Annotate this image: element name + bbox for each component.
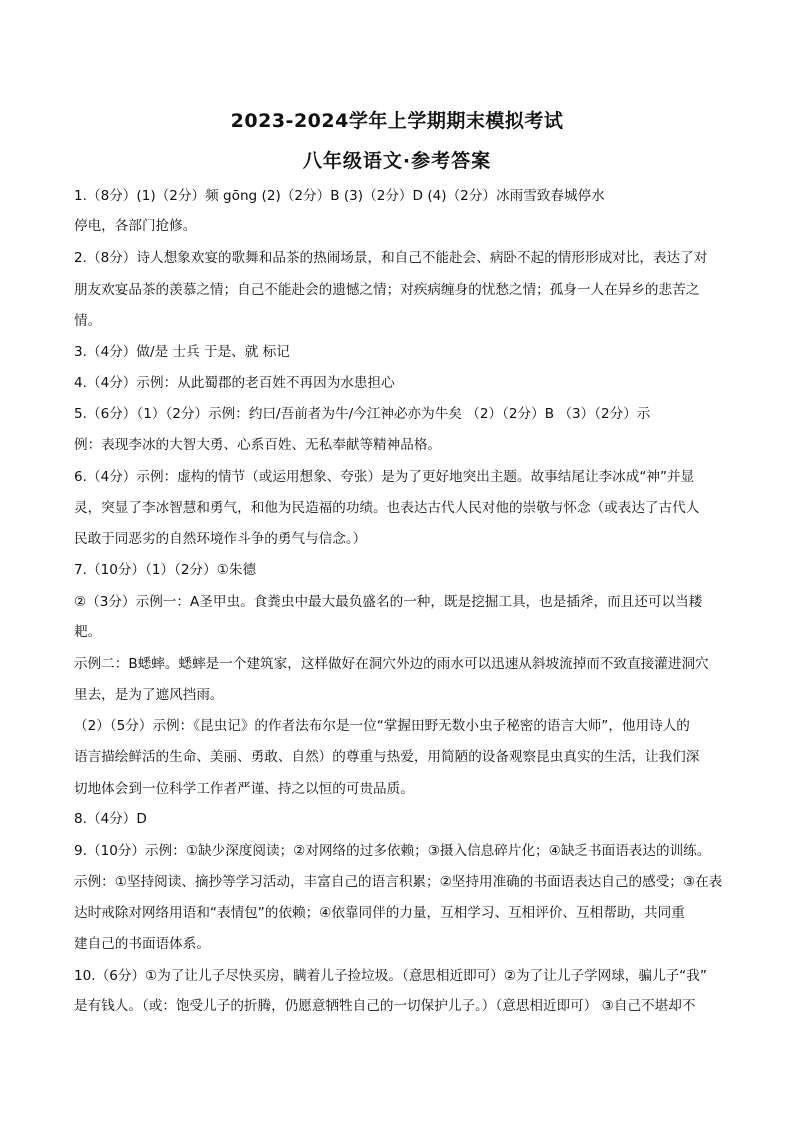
answer-line: 6.（4分）示例：虚构的情节（或运用想象、夸张）是为了更好地突出主题。故事结尾让李冰成“神”并显 (74, 469, 695, 485)
answer-line: 7.（10分）（1）（2分）①朱德 (74, 562, 257, 578)
answer-line: 灵，突显了李冰智慧和勇气，和他为民造福的功绩。也表达古代人民对他的崇敬与怀念（或表达了古代人 (74, 500, 700, 516)
answer-line: 切地体会到一位科学工作者严谨、持之以恒的可贵品质。 (74, 781, 414, 797)
answer-line: 5.（6分）（1）（2分）示例：约曰/吾前者为牛/今江神必亦为牛矣 （2）（2分）B （3）（2分）示 (74, 406, 651, 422)
answer-line: 朋友欢宴品茶的羡慕之情；自己不能赴会的遗憾之情；对疾病缠身的忧愁之情；孤身一人在异乡的悲苦之 (74, 282, 700, 298)
answer-line: 10.（6分）①为了让儿子尽快买房，瞒着儿子捡垃圾。（意思相近即可）②为了让儿子学网球，骗儿子“我” (74, 968, 707, 984)
answer-line: 8.（4分）D (74, 811, 147, 827)
answer-line: 例：表现李冰的大智大勇、心系百姓、无私奉献等精神品格。 (74, 437, 442, 453)
answer-line: 3.（4分）做/是 士兵 于是、就 标记 (74, 344, 290, 360)
answer-line: ②（3分）示例一：A圣甲虫。食粪虫中最大最负盛名的一种，既是挖掘工具，也是插斧，而且还可以当耧 (74, 594, 703, 610)
answer-line: 停电，各部门抢修。 (74, 218, 197, 234)
answer-line: 民敢于同恶劣的自然环境作斗争的勇气与信念。） (74, 531, 367, 547)
document-subtitle: 八年级语文·参考答案 (302, 150, 492, 172)
answer-line: 耙。 (74, 624, 102, 640)
answer-line: 建自己的书面语体系。 (74, 936, 210, 952)
answer-line: 2.（8分）诗人想象欢宴的歌舞和品茶的热闹场景，和自己不能赴会、病卧不起的情形形成对比，表达了对 (74, 250, 708, 266)
answer-line: 4.（4分）示例：从此蜀郡的老百姓不再因为水患担心 (74, 375, 395, 391)
answer-line: 是有钱人。（或：饱受儿子的折腾，仍愿意牺牲自己的一切保护儿子。）（意思相近即可） ③自己不堪却不 (74, 998, 696, 1014)
answer-line: 1.（8分）(1)（2分）频 gōng (2)（2分）B (3)（2分）D (4)（2分）冰雨雪致春城停水 (74, 188, 605, 204)
answer-line: 9.（10分）示例：①缺少深度阅读；②对网络的过多依赖；③摄入信息碎片化；④缺乏书面语表达的训练。 (74, 843, 711, 859)
answer-line: 情。 (74, 313, 102, 329)
answer-line: 里去，是为了遮风挡雨。 (74, 687, 224, 703)
answer-line: 示例二：B蟋蟀。蟋蟀是一个建筑家，这样做好在洞穴外边的雨水可以迅速从斜坡流掉而不致直接灌进洞穴 (74, 656, 709, 672)
answer-line: 示例：①坚持阅读、摘抄等学习活动，丰富自己的语言积累；②坚持用准确的书面语表达自己的感受；③在表 (74, 874, 723, 890)
document-title: 2023-2024学年上学期期末模拟考试 (230, 110, 564, 132)
answer-line: （2）（5分）示例：《昆虫记》的作者法布尔是一位“掌握田野无数小虫子秘密的语言大师”，他用诗人的 (74, 718, 690, 734)
answer-line: 语言描绘鲜活的生命、美丽、勇敢、自然）的尊重与热爱，用简陋的设备观察昆虫真实的生活，让我们深 (74, 749, 700, 765)
answer-line: 达时戒除对网络用语和“表情包”的依赖；④依靠同伴的力量，互相学习、互相评价、互相帮助，共同重 (74, 905, 685, 921)
